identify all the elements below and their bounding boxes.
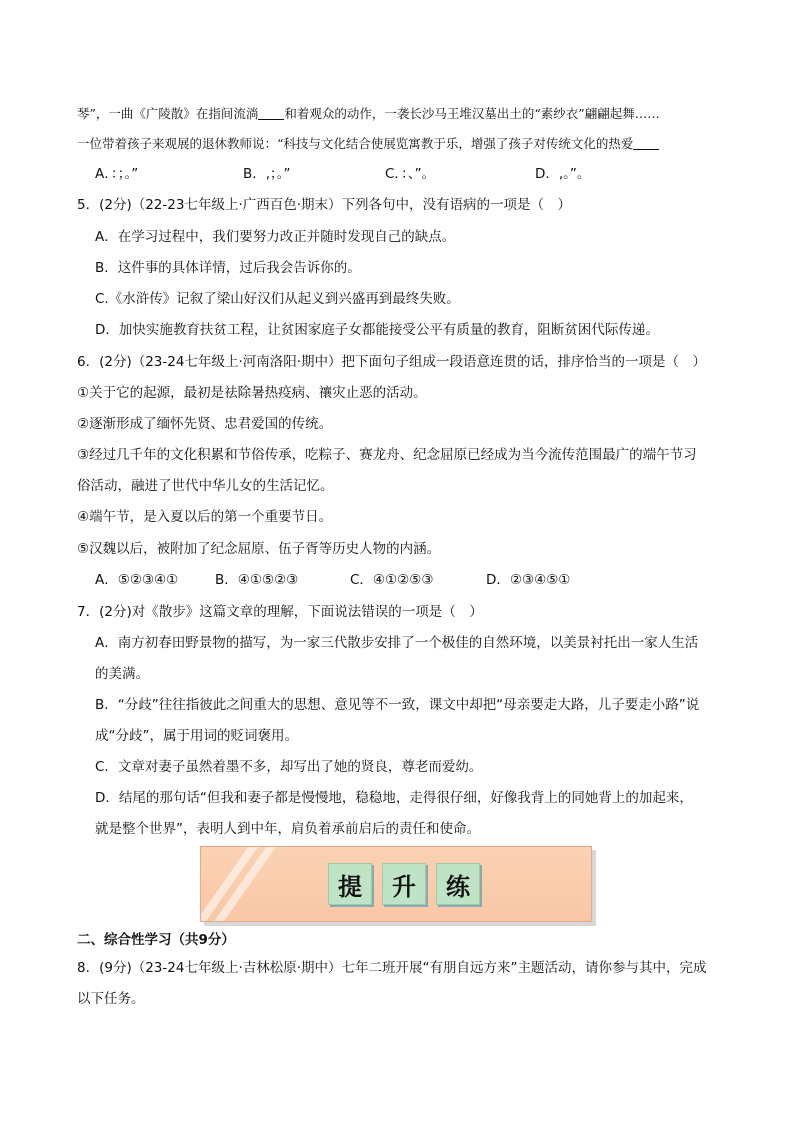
q6-sentence-2: ②逐渐形成了缅怀先贤、忠君爱国的传统。 <box>77 416 333 432</box>
q6-option-b[interactable]: B．④①⑤②③ <box>215 572 299 588</box>
q4-option-a[interactable]: A．：；。” <box>95 166 139 182</box>
q4-line1-part-b: 和着观众的动作，一袭长沙马王堆汉墓出土的“素纱衣”翩翩起舞…… <box>284 106 660 121</box>
q4-line2-text: 一位带着孩子来观展的退休教师说：“科技与文化结合使展览寓教于乐，增强了孩子对传统文化的热爱 <box>77 136 634 151</box>
q7-option-c[interactable]: C．文章对妻子虽然着墨不多，却写出了她的贤良，尊老而爱幼。 <box>95 759 483 775</box>
q5-option-d[interactable]: D．加快实施教育扶贫工程，让贫困家庭子女都能接受公平有质量的教育，阻断贫困代际传递。 <box>95 322 659 338</box>
q4-line1-part-a: 琴”，一曲《广陵散》在指间流淌 <box>77 106 259 121</box>
banner-char-tile: 练 <box>436 863 480 905</box>
q5-stem: 5．(2分)（22-23七年级上·广西百色·期末）下列各句中，没有语病的一项是（ ） <box>77 197 572 213</box>
q4-option-d[interactable]: D．,。”。 <box>535 166 591 182</box>
q8-stem-cont: 以下任务。 <box>77 991 145 1007</box>
q7-option-a-cont: 的美满。 <box>95 666 149 682</box>
q6-sentence-5: ⑤汉魏以后，被附加了纪念屈原、伍子胥等历史人物的内涵。 <box>77 541 441 557</box>
q6-option-d[interactable]: D．②③④⑤① <box>486 572 571 588</box>
q7-option-b-cont: 成“分歧”，属于用词的贬词褒用。 <box>95 728 298 744</box>
q5-option-c[interactable]: C.《水浒传》记叙了梁山好汉们从起义到兴盛再到最终失败。 <box>95 291 460 307</box>
section-banner <box>200 846 592 922</box>
q5-option-a[interactable]: A．在学习过程中，我们要努力改正并随时发现自己的缺点。 <box>95 229 456 245</box>
q6-sentence-3-cont: 俗活动，融进了世代中华儿女的生活记忆。 <box>77 478 334 494</box>
q6-options <box>95 570 570 590</box>
q4-text-line-1 <box>77 104 660 124</box>
q7-option-b[interactable]: B．“分歧”往往指彼此之间重大的思想、意见等不一致，课文中却把“母亲要走大路，儿子要走小路”说 <box>95 697 700 713</box>
q6-option-c[interactable]: C．④①②⑤③ <box>350 572 434 588</box>
q4-option-b[interactable]: B．,；。” <box>243 166 291 182</box>
answer-blank[interactable] <box>633 135 659 150</box>
section-heading: 二、综合性学习（共9分） <box>77 932 235 948</box>
q4-options <box>95 164 590 184</box>
q7-option-a[interactable]: A．南方初春田野景物的描写，为一家三代散步安排了一个极佳的自然环境，以美景衬托出一家人生活 <box>95 635 699 651</box>
q6-sentence-3: ③经过几千年的文化积累和节俗传承，吃粽子、赛龙舟、纪念屈原已经成为当今流传范围最广的端午节习 <box>77 447 697 463</box>
q7-option-d[interactable]: D．结尾的那句话“但我和妻子都是慢慢地，稳稳地，走得很仔细，好像我背上的同她背上的加起来， <box>95 790 693 806</box>
q4-option-c[interactable]: C．：、”。 <box>385 166 436 182</box>
q6-sentence-1: ①关于它的起源，最初是祛除暑热疫病、禳灾止恶的活动。 <box>77 385 427 401</box>
banner-char-tile: 升 <box>382 863 426 905</box>
q5-option-b[interactable]: B．这件事的具体详情，过后我会告诉你的。 <box>95 260 361 276</box>
q6-stem: 6．(2分)（23-24七年级上·河南洛阳·期中）把下面句子组成一段语意连贯的话，排序恰当的一项是（ ） <box>77 354 707 370</box>
q4-text-line-2 <box>77 134 659 154</box>
q8-stem: 8．(9分)（23-24七年级上·吉林松原·期中）七年二班开展“有朋自远方来”主题活动，请你参与其中，完成 <box>77 960 707 976</box>
q6-option-a[interactable]: A．⑤②③④① <box>95 572 179 588</box>
banner-tiles <box>328 863 480 905</box>
banner-char-tile: 提 <box>328 863 372 905</box>
answer-blank[interactable] <box>258 105 284 120</box>
q7-option-d-cont: 就是整个世界”，表明人到中年，肩负着承前启后的责任和使命。 <box>95 821 480 837</box>
q6-sentence-4: ④端午节，是入夏以后的第一个重要节日。 <box>77 509 333 525</box>
q7-stem: 7．(2分)对《散步》这篇文章的理解，下面说法错误的一项是（ ） <box>77 604 483 620</box>
